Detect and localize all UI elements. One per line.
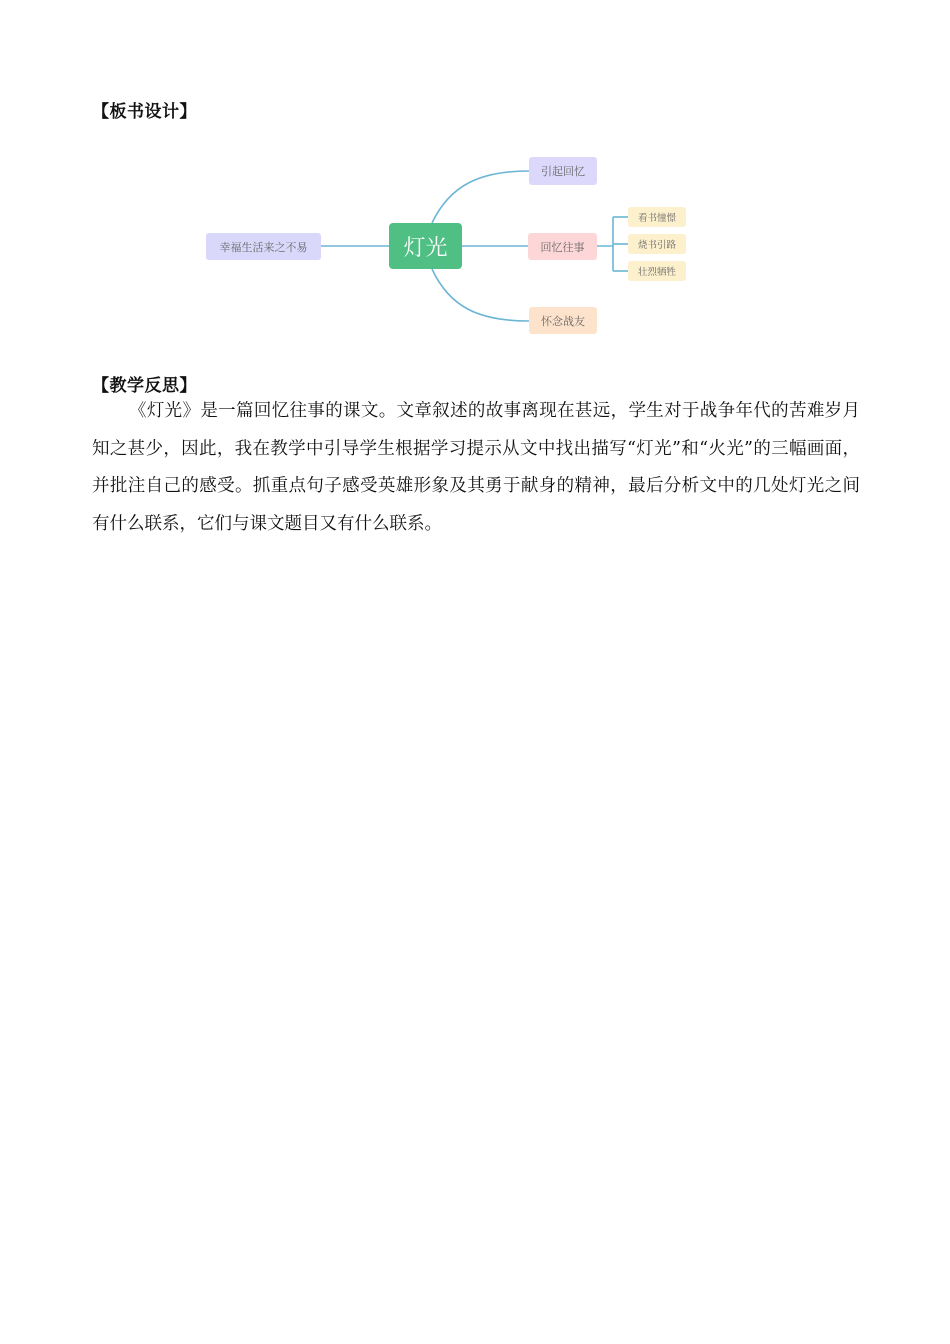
mindmap-left-node: 幸福生活来之不易 <box>206 233 321 260</box>
connector-branch-3 <box>432 269 529 321</box>
mindmap-sub-2: 烧书引路 <box>628 234 686 254</box>
board-design-heading: 【板书设计】 <box>92 102 197 122</box>
reflection-paragraph: 《灯光》是一篇回忆往事的课文。文章叙述的故事离现在甚远，学生对于战争年代的苦难岁月知之甚少，因此，我在教学中引导学生根据学习提示从文中找出描写“灯光”和“火光”的三幅画面，并批注自己的感受。抓重点句子感受英雄形象及其勇于献身的精神，最后分析文中的几处灯光之间有什么联系，它们与课文题目又有什么联系。 <box>92 401 860 534</box>
mindmap-sub-3: 壮烈牺牲 <box>628 261 686 281</box>
connector-sub-trunk <box>597 217 613 271</box>
teaching-reflection-heading: 【教学反思】 <box>92 376 197 396</box>
mind-map-connectors <box>0 140 950 350</box>
mindmap-branch-2: 回忆往事 <box>528 233 597 260</box>
mind-map <box>0 140 950 350</box>
connector-branch-1 <box>432 171 529 223</box>
mindmap-center-node: 灯光 <box>389 223 462 269</box>
mindmap-sub-1: 看书憧憬 <box>628 207 686 227</box>
mindmap-branch-1: 引起回忆 <box>529 157 597 185</box>
mindmap-branch-3: 怀念战友 <box>529 307 597 334</box>
